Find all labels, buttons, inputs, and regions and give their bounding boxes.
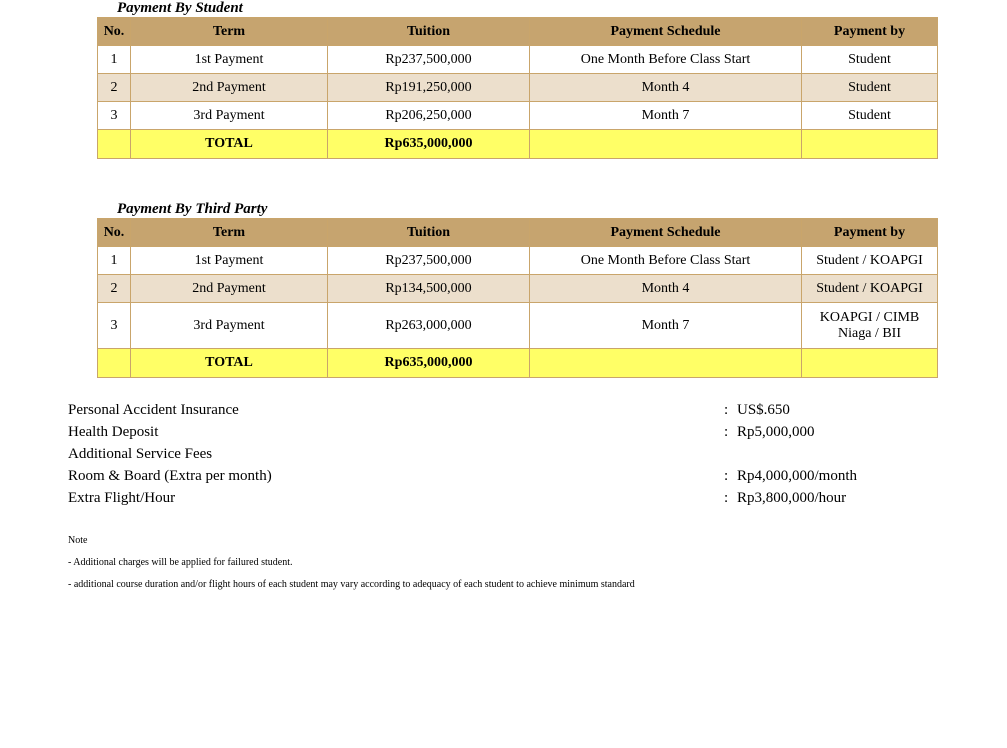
table-row bbox=[98, 102, 938, 130]
fee-row-health-deposit bbox=[68, 422, 868, 444]
note-title: Note bbox=[68, 535, 88, 546]
row-no: 3 bbox=[98, 303, 131, 349]
fee-value: Rp4,000,000/month bbox=[737, 468, 858, 484]
fee-colon: : bbox=[724, 490, 729, 506]
table-row bbox=[98, 74, 938, 102]
table-row bbox=[98, 46, 938, 74]
fee-label: Extra Flight/Hour bbox=[68, 490, 176, 506]
note-line: - Additional charges will be applied for failured student. bbox=[68, 557, 293, 568]
row-schedule: Month 7 bbox=[530, 303, 802, 349]
payment-by-student-table bbox=[97, 17, 938, 159]
header-tuition: Tuition bbox=[328, 219, 530, 247]
payment-by-third-party-table bbox=[97, 218, 938, 378]
fee-label: Health Deposit bbox=[68, 424, 159, 440]
fee-value: Rp3,800,000/hour bbox=[737, 490, 847, 506]
row-schedule: Month 4 bbox=[530, 275, 802, 303]
header-payment-by: Payment by bbox=[802, 219, 938, 247]
fee-label: Room & Board (Extra per month) bbox=[68, 468, 272, 484]
header-term: Term bbox=[131, 219, 328, 247]
row-payment-by: Student / KOAPGI bbox=[802, 275, 938, 303]
row-schedule: Month 7 bbox=[530, 102, 802, 130]
total-label: TOTAL bbox=[131, 130, 328, 159]
fee-value: US$.650 bbox=[737, 402, 790, 418]
row-term: 2nd Payment bbox=[131, 74, 328, 102]
table-header-row bbox=[98, 18, 938, 46]
note-line: - additional course duration and/or flight hours of each student may vary according to adequacy of each student to achieve minimum standard bbox=[68, 579, 635, 590]
header-term: Term bbox=[131, 18, 328, 46]
row-term: 1st Payment bbox=[131, 46, 328, 74]
row-term: 1st Payment bbox=[131, 247, 328, 275]
row-tuition: Rp134,500,000 bbox=[328, 275, 530, 303]
total-value: Rp635,000,000 bbox=[328, 349, 530, 378]
row-schedule: Month 4 bbox=[530, 74, 802, 102]
fee-colon: : bbox=[724, 402, 729, 418]
fee-label: Personal Accident Insurance bbox=[68, 402, 239, 418]
fee-label: Additional Service Fees bbox=[68, 446, 213, 462]
row-no: 1 bbox=[98, 247, 131, 275]
row-payment-by: Student bbox=[802, 46, 938, 74]
total-row bbox=[98, 349, 938, 378]
row-tuition: Rp237,500,000 bbox=[328, 46, 530, 74]
header-schedule: Payment Schedule bbox=[530, 18, 802, 46]
row-schedule: One Month Before Class Start bbox=[530, 46, 802, 74]
header-tuition: Tuition bbox=[328, 18, 530, 46]
fee-colon: : bbox=[724, 468, 729, 484]
row-no: 2 bbox=[98, 74, 131, 102]
section-title-student: Payment By Student bbox=[117, 0, 243, 16]
table-row bbox=[98, 247, 938, 275]
table-header-row bbox=[98, 219, 938, 247]
row-payment-by bbox=[802, 303, 938, 349]
row-term: 3rd Payment bbox=[131, 303, 328, 349]
header-no: No. bbox=[98, 219, 131, 247]
section-title-third-party: Payment By Third Party bbox=[117, 201, 268, 217]
header-schedule: Payment Schedule bbox=[530, 219, 802, 247]
row-payment-by: Student bbox=[802, 102, 938, 130]
fee-row-insurance bbox=[68, 400, 868, 422]
fee-colon: : bbox=[724, 424, 729, 440]
fee-row-extra-flight bbox=[68, 488, 868, 510]
row-tuition: Rp263,000,000 bbox=[328, 303, 530, 349]
header-payment-by: Payment by bbox=[802, 18, 938, 46]
row-tuition: Rp191,250,000 bbox=[328, 74, 530, 102]
header-no: No. bbox=[98, 18, 131, 46]
row-no: 3 bbox=[98, 102, 131, 130]
total-row bbox=[98, 130, 938, 159]
row-term: 3rd Payment bbox=[131, 102, 328, 130]
row-no: 2 bbox=[98, 275, 131, 303]
row-tuition: Rp237,500,000 bbox=[328, 247, 530, 275]
total-value: Rp635,000,000 bbox=[328, 130, 530, 159]
additional-fees bbox=[68, 400, 868, 510]
row-schedule: One Month Before Class Start bbox=[530, 247, 802, 275]
table-row bbox=[98, 303, 938, 349]
payment-by-line: KOAPGI / CIMB bbox=[819, 309, 920, 325]
row-no: 1 bbox=[98, 46, 131, 74]
row-payment-by: Student / KOAPGI bbox=[802, 247, 938, 275]
payment-by-line: Niaga / BII bbox=[838, 325, 901, 341]
fee-row-room-board bbox=[68, 466, 868, 488]
row-payment-by: Student bbox=[802, 74, 938, 102]
total-label: TOTAL bbox=[131, 349, 328, 378]
row-tuition: Rp206,250,000 bbox=[328, 102, 530, 130]
fee-value: Rp5,000,000 bbox=[737, 424, 815, 440]
row-term: 2nd Payment bbox=[131, 275, 328, 303]
table-row bbox=[98, 275, 938, 303]
fee-row-service-fees bbox=[68, 444, 868, 466]
